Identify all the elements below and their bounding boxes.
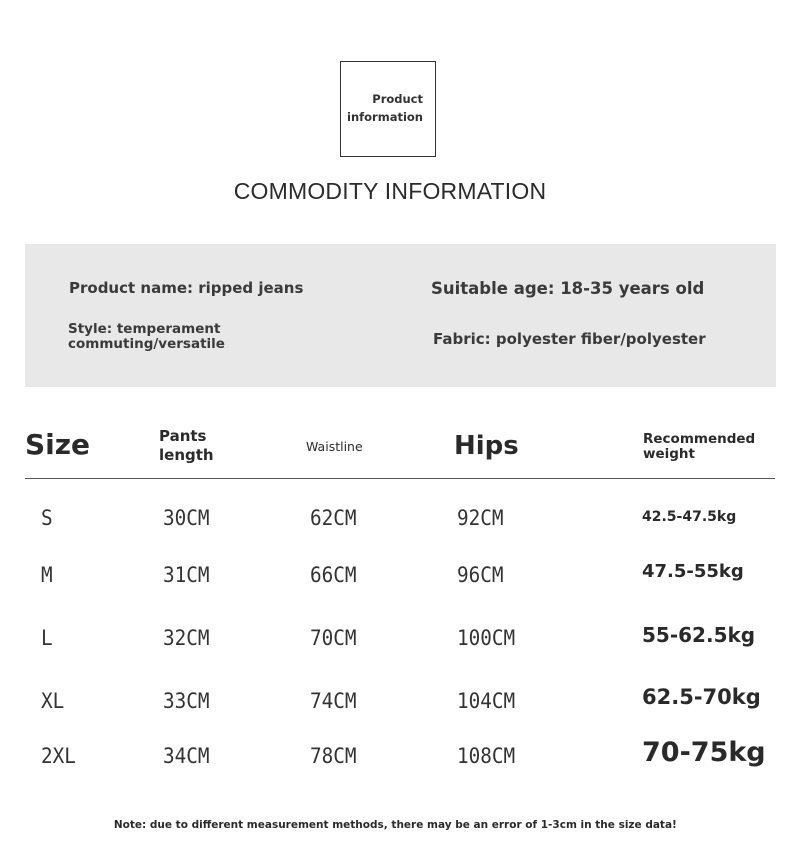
header-recommended-weight: Recommended weight — [643, 431, 756, 462]
suitable-age-text: Suitable age: 18-35 years old — [431, 279, 705, 298]
header-size: Size — [25, 428, 91, 461]
cell-weight: 62.5-70kg — [642, 685, 761, 709]
cell-hips: 104CM — [457, 689, 516, 713]
product-information-logo — [340, 61, 436, 157]
cell-waistline: 62CM — [310, 506, 357, 530]
header-divider — [25, 478, 775, 479]
cell-pants-length: 31CM — [163, 563, 210, 587]
cell-weight: 47.5-55kg — [642, 561, 744, 582]
cell-hips: 108CM — [457, 744, 516, 768]
header-hips: Hips — [454, 431, 519, 461]
table-row — [0, 499, 800, 539]
header-pants-length: Pants length — [159, 427, 214, 464]
cell-size: L — [41, 626, 53, 650]
cell-waistline: 70CM — [310, 626, 357, 650]
cell-waistline: 66CM — [310, 563, 357, 587]
cell-hips: 92CM — [457, 506, 504, 530]
cell-hips: 100CM — [457, 626, 516, 650]
cell-size: M — [41, 563, 53, 587]
cell-size: S — [41, 506, 53, 530]
product-name-text: Product name: ripped jeans — [69, 279, 304, 297]
measurement-note: Note: due to different measurement methods, there may be an error of 1-3cm in the size data! — [113, 818, 677, 831]
page-title: COMMODITY INFORMATION — [233, 178, 547, 204]
table-row — [0, 619, 800, 659]
cell-pants-length: 32CM — [163, 626, 210, 650]
logo-line-1: Product — [372, 92, 423, 106]
cell-waistline: 74CM — [310, 689, 357, 713]
style-text: Style: temperament commuting/versatile — [68, 321, 225, 352]
commodity-info-panel — [25, 244, 776, 387]
cell-weight: 42.5-47.5kg — [642, 509, 737, 525]
cell-hips: 96CM — [457, 563, 504, 587]
cell-pants-length: 30CM — [163, 506, 210, 530]
cell-weight: 55-62.5kg — [642, 623, 756, 647]
table-row — [0, 737, 800, 777]
table-row — [0, 682, 800, 722]
fabric-text: Fabric: polyester fiber/polyester — [433, 330, 706, 348]
cell-size: 2XL — [41, 744, 76, 768]
cell-pants-length: 33CM — [163, 689, 210, 713]
cell-weight: 70-75kg — [642, 737, 766, 768]
cell-waistline: 78CM — [310, 744, 357, 768]
header-waistline: Waistline — [306, 439, 363, 454]
table-row — [0, 556, 800, 596]
logo-line-2: information — [347, 110, 423, 124]
cell-pants-length: 34CM — [163, 744, 210, 768]
cell-size: XL — [41, 689, 65, 713]
